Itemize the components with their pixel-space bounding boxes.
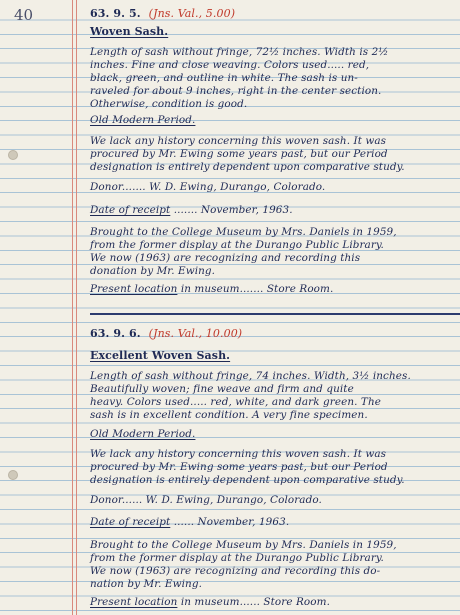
description-line: Otherwise, condition is good. [90,98,248,110]
location-value: in museum...... Store Room. [180,596,330,608]
date-line [90,204,293,217]
catalog-number: 63. 9. 6. [90,327,141,340]
period-heading: Old Modern Period. [90,114,196,126]
description-line: raveled for about 9 inches, right in the center section. [90,85,382,97]
date-label: Date of receipt [90,516,171,528]
date-value: ....... November, 1963. [173,204,293,216]
page-number: 40 [14,6,34,24]
description-line: Length of sash without fringe, 72½ inches. Width is 2½ [90,46,389,58]
value-note: (Jns. Val., 5.00) [148,7,236,20]
item-title: Woven Sash. [90,25,169,38]
date-label: Date of receipt [90,204,171,216]
location-label: Present location [90,283,178,295]
history-line: We lack any history concerning this woven sash. It was [90,448,387,460]
entry-header [90,327,242,340]
history-line: procured by Mr. Ewing some years past, but our Period [90,461,388,473]
receipt-note-line: nation by Mr. Ewing. [90,578,202,590]
description-line: sash is in excellent condition. A very fine specimen. [90,409,368,421]
receipt-note-line: Brought to the College Museum by Mrs. Daniels in 1959, [90,226,397,238]
receipt-note-line: from the former display at the Durango Public Library. [90,552,384,564]
period-heading: Old Modern Period. [90,428,196,440]
item-title: Excellent Woven Sash. [90,349,231,362]
margin-line [72,0,73,615]
history-line: designation is entirely dependent upon comparative study. [90,161,405,173]
value-note: (Jns. Val., 10.00) [148,327,243,340]
binder-hole [8,470,18,480]
entry-divider [90,313,460,315]
margin-line [76,0,77,615]
history-line: We lack any history concerning this woven sash. It was [90,135,387,147]
donor-line: Donor...... W. D. Ewing, Durango, Colorado. [90,494,322,506]
entry-header [90,7,235,20]
description-line: black, green, and outline in white. The sash is un- [90,72,358,84]
description-line: Length of sash without fringe, 74 inches. Width, 3½ inches. [90,370,411,382]
binder-hole [8,150,18,160]
description-line: inches. Fine and close weaving. Colors used..... red, [90,59,370,71]
receipt-note-line: We now (1963) are recognizing and recording this [90,252,361,264]
donor-line: Donor....... W. D. Ewing, Durango, Colorado. [90,181,326,193]
receipt-note-line: from the former display at the Durango Public Library. [90,239,384,251]
date-value: ...... November, 1963. [173,516,290,528]
location-line [90,596,330,609]
history-line: designation is entirely dependent upon comparative study. [90,474,405,486]
receipt-note-line: We now (1963) are recognizing and recording this do- [90,565,381,577]
description-line: heavy. Colors used..... red, white, and dark green. The [90,396,381,408]
location-value: in museum....... Store Room. [180,283,334,295]
description-line: Beautifully woven; fine weave and firm and quite [90,383,354,395]
history-line: procured by Mr. Ewing some years past, but our Period [90,148,388,160]
receipt-note-line: Brought to the College Museum by Mrs. Daniels in 1959, [90,539,397,551]
location-label: Present location [90,596,178,608]
receipt-note-line: donation by Mr. Ewing. [90,265,216,277]
catalog-number: 63. 9. 5. [90,7,141,20]
location-line [90,283,333,296]
date-line [90,516,289,529]
